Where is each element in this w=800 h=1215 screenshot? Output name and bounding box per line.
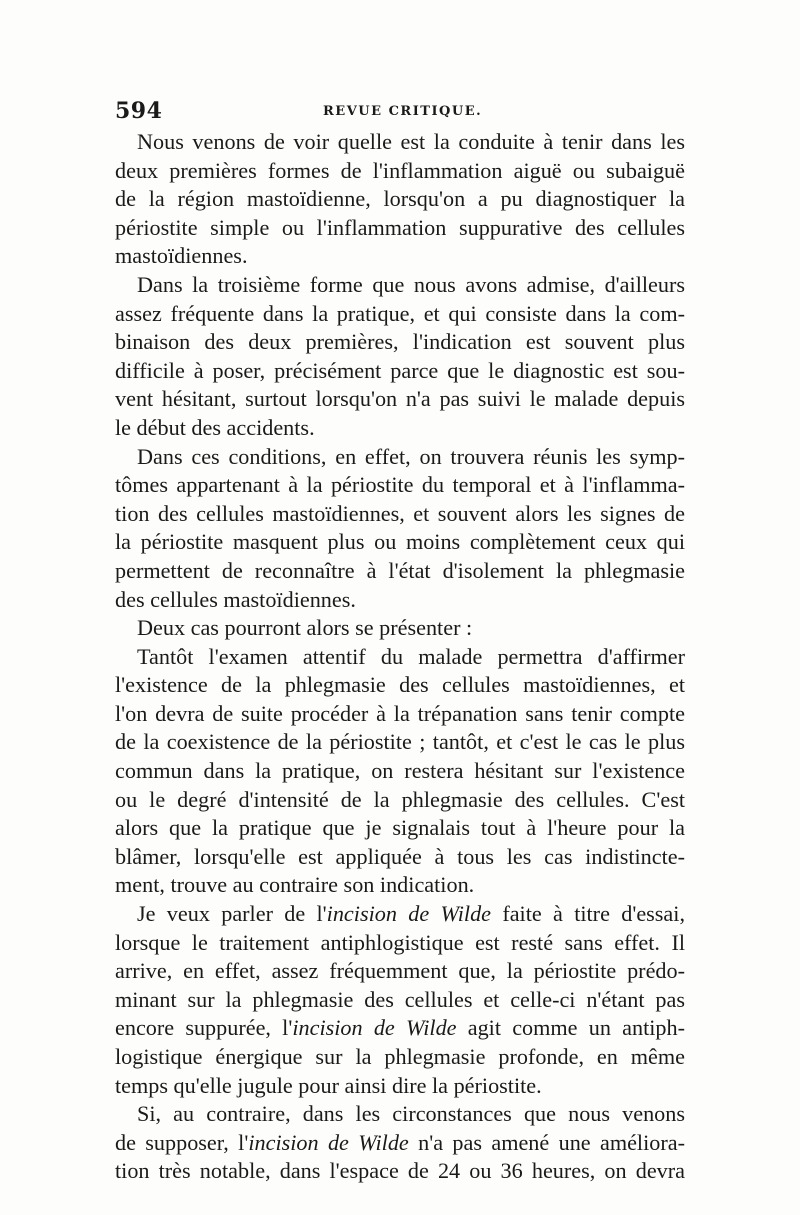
- text-line: Dans la troisième forme que nous avons admise, d'ailleurs: [137, 271, 685, 297]
- running-title: REVUE CRITIQUE.: [323, 104, 483, 119]
- page-number: 594: [115, 98, 163, 124]
- paragraph: [115, 128, 685, 271]
- running-head: [115, 98, 685, 128]
- text-line: le début des accidents.: [115, 414, 315, 440]
- paragraph: [115, 1100, 685, 1186]
- text-line: Si, au contraire, dans les circonstances que nous venons: [137, 1101, 685, 1127]
- paragraph: [115, 443, 685, 615]
- italic-term: incision de Wilde: [326, 901, 492, 927]
- text-line: logistique énergique sur la phlegmasie profonde, en même: [115, 1044, 685, 1069]
- text-line: Deux cas pourront alors se présenter :: [137, 615, 473, 641]
- text-line: de la région mastoïdienne, lorsqu'on a pu diagnostiquer la: [115, 186, 685, 212]
- paragraph: [115, 900, 685, 1100]
- text-line: Dans ces conditions, en effet, on trouvera réunis les symp-: [137, 443, 685, 469]
- text-line: encore suppurée, l'incision de Wilde agit comme un antiph-: [115, 1015, 685, 1041]
- text-line: tion des cellules mastoïdiennes, et souvent alors les signes de: [115, 500, 685, 526]
- text-line: deux premières formes de l'inflammation aiguë ou subaiguë: [115, 157, 685, 183]
- text-line: des cellules mastoïdiennes.: [115, 586, 356, 612]
- text-line: binaison des deux premières, l'indication est souvent plus: [115, 329, 685, 355]
- text-line: Tantôt l'examen attentif du malade permettra d'affirmer: [137, 643, 685, 669]
- text-line: de la coexistence de la périostite ; tantôt, et c'est le cas le plus: [115, 729, 685, 755]
- text-line: permettent de reconnaître à l'état d'isolement la phlegmasie: [115, 557, 685, 583]
- text-line: difficile à poser, précisément parce que le diagnostic est sou-: [115, 357, 685, 383]
- text-line: minant sur la phlegmasie des cellules et celle-ci n'étant pas: [115, 986, 685, 1012]
- paragraph: [115, 643, 685, 900]
- text-line: arrive, en effet, assez fréquemment que, la périostite prédo-: [115, 958, 685, 984]
- text-line: Je veux parler de l'incision de Wilde faite à titre d'essai,: [137, 901, 685, 927]
- body-text: [115, 128, 685, 1186]
- italic-term: incision de Wilde: [248, 1129, 409, 1155]
- text-line: alors que la pratique que je signalais tout à l'heure pour la: [115, 815, 685, 841]
- text-line: assez fréquente dans la pratique, et qui consiste dans la com-: [115, 300, 685, 326]
- text-line: temps qu'elle jugule pour ainsi dire la périostite.: [115, 1072, 542, 1098]
- italic-term: incision de Wilde: [292, 1015, 457, 1041]
- text-line: ment, trouve au contraire son indication.: [115, 872, 475, 898]
- text-line: lorsque le traitement antiphlogistique est resté sans effet. Il: [115, 929, 685, 955]
- text-line: mastoïdiennes.: [115, 243, 248, 269]
- paragraph: [115, 271, 685, 443]
- text-line: tômes appartenant à la périostite du temporal et à l'inflamma-: [115, 472, 685, 498]
- text-line: ou le degré d'intensité de la phlegmasie des cellules. C'est: [115, 786, 685, 812]
- text-line: la périostite masquent plus ou moins complètement ceux qui: [115, 529, 685, 555]
- text-line: Nous venons de voir quelle est la conduite à tenir dans les: [137, 129, 685, 154]
- text-line: commun dans la pratique, on restera hésitant sur l'existence: [115, 758, 685, 784]
- text-line: périostite simple ou l'inflammation suppurative des cellules: [115, 214, 685, 240]
- paragraph: [115, 614, 685, 643]
- text-line: blâmer, lorsqu'elle est appliquée à tous les cas indistincte-: [115, 843, 685, 869]
- text-line: tion très notable, dans l'espace de 24 ou 36 heures, on devra: [115, 1158, 685, 1184]
- text-line: de supposer, l'incision de Wilde n'a pas amené une améliora-: [115, 1129, 685, 1155]
- text-line: l'existence de la phlegmasie des cellules mastoïdiennes, et: [115, 672, 685, 698]
- text-line: l'on devra de suite procéder à la trépanation sans tenir compte: [115, 700, 685, 726]
- text-line: vent hésitant, surtout lorsqu'on n'a pas suivi le malade depuis: [115, 386, 685, 412]
